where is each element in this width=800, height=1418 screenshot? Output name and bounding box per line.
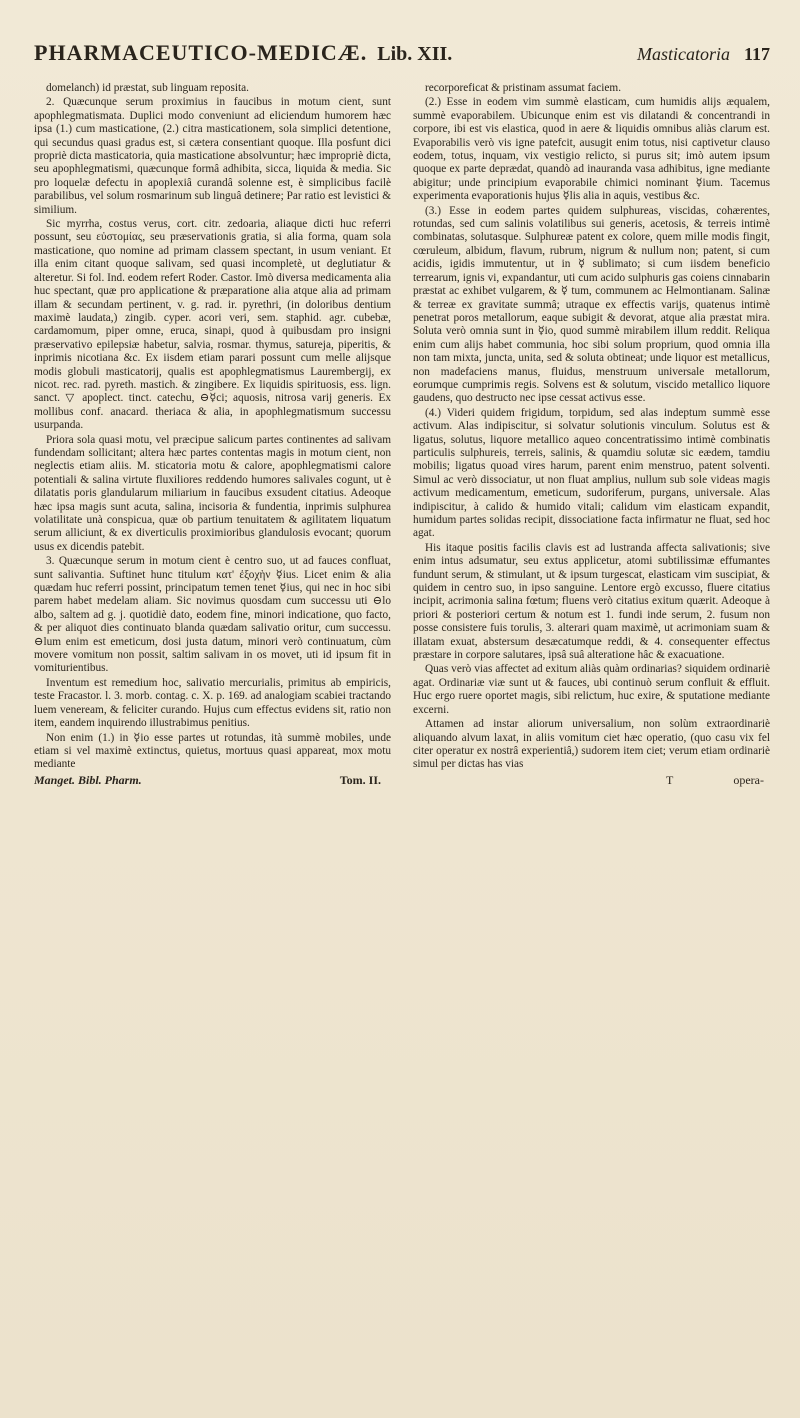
signature-mark: T [666,772,674,787]
paragraph: Priora sola quasi motu, vel præcipue salicum partes continentes ad salivam fundendam sollicitant; altera hæc partes contentas magis in motum cient, non neglectis etiam aliis. M. sticatoria motu & calore, apophlegmatismi calore potentiali & salina virtute fluxiliores reddendo humores salivales cogunt, ut è dilatatis poris glandularum miliarium in faucibus exsudent citatius. Adeoque hæc ipsa magis sunt acuta, salina, incisoria & fundentia, inprimis sulphurea volatilitate unà conspicua, quæ ob partium tenuitatem & agilitatem liquatum serum alliciunt, & ex diverticulis proximioribus glandulosis evocant; quorum usus ex dicendis patebit. [34,433,391,553]
running-head [34,40,770,78]
paragraph: Inventum est remedium hoc, salivatio mercurialis, primitus ab empiricis, teste Fracastor. l. 3. morb. contag. c. X. p. 169. ad analogiam scabiei tractando luem veneream, & feliciter curando. Hujus cum effectus evidens sit, ratio non item, eandem inquirendo illustrabimus penitius. [34,676,391,730]
text-columns [34,82,770,1392]
left-column [34,82,391,1392]
paragraph: (3.) Esse in eodem partes quidem sulphureas, viscidas, cohærentes, rotundas, sed cum salinis volatilibus sui generis, acetosis, & terreis intimè combinatas, solutasque. Sulphureæ patent ex colore, quem mille modis fingit, cœruleum, albidum, flavum, rubrum, nigrum & nullum non; patent, si cum acidis, igidis immutentur, ut in ☿ sublimato; si cum iisdem beneficio terrearum, ignis vi, expandantur, uti cum acido sulphuris gas coiens cinnabarin præstat ac exhibet vulgarem, & ☿ tum, communem ac Helmontianam. Salinæ & terreæ ex gravitate summâ; utraque ex effectis varijs, quatenus intimè penetrat poros metallorum, eaque subigit & devorat, atque alia præstat mira. Solutа verò omnia sunt in ☿io, quod summè mirabilem illum reddit. Reliqua enim cum alijs habet communia, hoc sibi solum proprium, quod omnia illa non tam mixta, juncta, unita, sed & soluta obtineat; unde liquor est metallicus, non madefaciens manus, fluidus, menstruum universale metallorum, eorumque cumprimis regis. Solvens est & solutum, viscido metallico liquore gaudens, quo destructo nec ipse cessat activus esse. [413,204,770,405]
book-number: Lib. XII. [377,43,453,65]
paragraph: Attamen ad instar aliorum universalium, non solùm extraordinariè aliquando alvum laxat, in aliis vomitum ciet hæc operatio, (quo casu vix fel citer operatur ex nostrâ experientiâ,) sudorem item ciet; verum etiam ordinariè simul per dictas has vias [413,718,770,771]
paragraph: (4.) Videri quidem frigidum, torpidum, sed alas indeptum summè esse activum. Alas indipiscitur, si solvatur solutionis vinculum. Solutus est & ligatus, solutus, liquore metallico aqueo concentratissimo intimè combinatis particulis sulphureis, terreis, salinis, & quamdiu solutæ sic eædem, tamdiu mobilis; ligatus quoad vires harum, parent enim menstruo, patent solventi. Simul ac verò dissociatur, ut non fluat amplius, nullum sub sole videas magis activum medicamentum, emeticum, sudoriferum, purgans, universale. Alas indipiscitur, à calido & humido vitali; calidum vim elasticam expandit, humidum partes solidas recipit, dissociatione facta infirmatur ne fluat, sed hoc agat. [413,406,770,540]
paragraph: (2.) Esse in eodem vim summè elasticam, cum humidis alijs æqualem, summè evaporabilem. Ubicunque enim est vis dilatandi & concentrandi in corpore, ibi est vis elastica, quod in aere & liquidis omnibus aliàs clarum est. Evaporabilis verò vis igne patefcit, ausugit enim totus, nisi captivetur clauso eodem, totus, inquam, vix vestigio relicto, si purus sit; imò autem ipsum quoque ex parte deprædat, quandò ad inaurandа vasa adhibitus, igne mediante abigitur; unde principium evaporabile chimici nominant ☿ium. Tacemus experimenta evaporationis hujus ☿lis alia in aquis, vestibus &c. [413,96,770,203]
paragraph: domelanch) id præstat, sub linguam reposita. [46,82,249,94]
left-footer [34,774,391,787]
page-number: 117 [743,44,770,64]
catchword: opera- [733,772,764,787]
footer-author: Manget. Bibl. Pharm. [34,772,142,787]
footer-volume: Tom. II. [339,772,381,787]
paragraph: recorporeficat & pristinam assumat faciem. [425,82,622,94]
paragraph: 2. Quæcunque serum proximius in faucibus in motum cient, sunt apophlegmatismata. Duplici modo conveniunt ad eliciendum humorem hæc ipsa (1.) cum masticatione, (2.) citra masticationem, sola simplici detentione, qui secundus quasi gradus est, si cætera consentiant quoque. Illa posfunt dici propriè dicta masticatoria, quia masticatione absolvuntur; hæc impropriè dicta, seu apophlegmatismi, quæcunque formâ adhibita, sicca, liquida & media. Sic pro loquelæ defectu in apoplexiâ curandâ solenne est, è simplicibus facilè parabilibus, vel solum rosmarinum sub linguâ detinere; Par ratio est levistici & similium. [34,96,391,216]
paragraph: His itaque positis facilis clavis est ad lustranda affecta salivationis; sive enim intus adsumatur, seu extus applicetur, atomi subtilissimæ effumantes fundunt serum, & stimulant, ut & ipsum turgescat, elasticam vim suscipiat, & quidem in centro suo, in ipso sanguine. Lentore ergò excusso, fluere citatius incipit, acrimonia salina fœtum; fluens verò citatius exitum quærit. Adeoque à priori & posteriori certum & notum est 1. fundi inde serum, 2. fusum non posse consistere fuis torulis, 3. alterari quam maximè, ut acrimoniam suam & illatam exuat, abstersum desæcatumque reddi, & 4. consequenter effectus præstare in corpore salutares, ipsâ suâ alteratione hâc & exacuatione. [413,541,770,662]
paragraph: 3. Quæcunque serum in motum cient è centro suo, ut ad fauces confluat, sunt salivantia. Suftinet hunc titulum κατ' ἐξοχὴν ☿ius. Licet enim & alia quædam huc referri possint, principatum temen tenet ☿ius, qui nec in hoc sibi parem habet medelam aliam. Sic novimus quosdam cum successu uti ⊖lo albo, saltem ad g. j. quotidiè dato, eodem fine, minori indicatione, quo facto, & per aliquot dies continuato blanda quædam salivatio oritur, cum successu. ⊖lum enim est emeticum, dosi justa datum, minori verò continuatum, cùm movere vomitum non possit, saltim salivam in os movet, uti id ipsum fit in vomiturientibus. [34,555,391,675]
right-footer [413,774,770,787]
paragraph: Quas verò vias affectet ad exitum aliàs quàm ordinarias? siquidem ordinariè agat. Ordinariæ viæ sunt ut & fauces, ubi continuò serum confluit & effluit. Huc ergo ruere oportet magis, sibi relictum, huc exire, & sputatione mediante excerni. [413,663,770,716]
running-title: Masticatoria [636,44,730,64]
paragraph: Sic myrrha, costus verus, cort. citr. zedoaria, aliaque dicti huc referri possunt, seu εὐστομίας, seu præservationis gratia, si alia forma, quam sola masticatione, quo nomine ad primam classem spectant, in usum veniant. Et illa enim citant quoque salivam, sed quasi incompletè, ut deglutiatur & alteretur. Si fol. Ind. eodem refert Roder. Castor. Imò diversa medicamenta alia huc spectant, quæ pro applicatione & præparatione alia atque alia ad primam illam & secundam pertinent, v. g. rad. ir. pyrethri, (in doloribus dentium maximè laudata,) zingib. cyper. acori veri, sem. staphid. agr. cubebæ, cardamomum, piper omne, eruca, sinapi, quod à quibusdam pro insigni præservativo epilepsiæ habetur, salvia, rosmar. thymus, satureja, piperitis, & inprimis nicotiana &c. Ex iisdem etiam parari possunt cum melle alijsque modis globuli masticatorij, qualis est apophlegmatismus Laurembergij, ex nicot. rec. rad. pyreth. mastich. & zingibere. Ex liquidis spirituosis, ess. lign. sanct. ▽ apoplect. tinct. catechu, ⊖☿ci; aquosis, nitrosa varij generis. Ex mollibus conf. anacard. theriaca & alia, in apophlegmatismum successu usurpanda. [34,218,391,432]
paragraph: Non enim (1.) in ☿io esse partes ut rotundas, ità summè mobiles, unde etiam si vel maximè extinctus, quietus, mortuus quasi appareat, mox motu mediante [34,731,391,771]
page-title: PHARMACEUTICO-MEDICÆ. [34,40,368,65]
right-column [413,82,770,1392]
